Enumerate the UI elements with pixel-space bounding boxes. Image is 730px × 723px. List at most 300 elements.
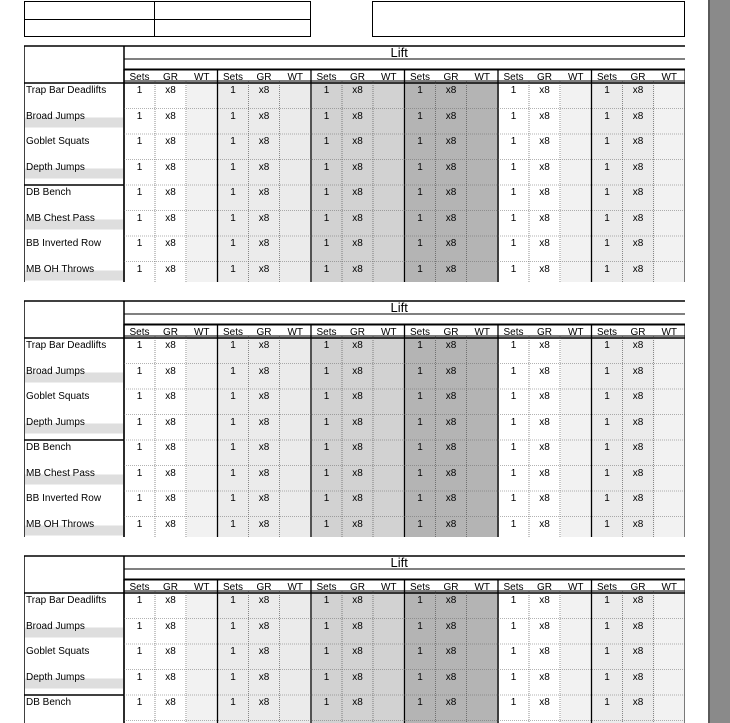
gr-cell[interactable]: x8	[632, 187, 644, 198]
wt-cell[interactable]	[560, 442, 592, 454]
wt-cell[interactable]	[373, 85, 405, 97]
sets-cell[interactable]: 1	[323, 238, 330, 249]
sets-cell[interactable]: 1	[136, 467, 143, 479]
sets-cell[interactable]: 1	[510, 110, 517, 122]
sets-cell[interactable]: 1	[323, 518, 330, 530]
gr-cell[interactable]: x8	[352, 442, 363, 453]
sets-cell[interactable]: 1	[510, 263, 517, 275]
gr-cell[interactable]: x8	[445, 263, 457, 275]
wt-cell[interactable]	[186, 621, 218, 633]
sets-cell[interactable]: 1	[136, 340, 143, 351]
gr-cell[interactable]: x8	[632, 365, 644, 377]
gr-cell[interactable]: x8	[445, 238, 457, 249]
sets-cell[interactable]: 1	[230, 467, 236, 479]
gr-cell[interactable]: x8	[352, 493, 363, 504]
sets-cell[interactable]: 1	[417, 416, 423, 428]
sets-cell[interactable]: 1	[136, 136, 143, 147]
wt-cell[interactable]	[186, 187, 218, 199]
wt-cell[interactable]	[373, 238, 405, 250]
wt-cell[interactable]	[373, 162, 405, 174]
wt-cell[interactable]	[373, 391, 405, 403]
wt-cell[interactable]	[280, 213, 312, 225]
gr-cell[interactable]: x8	[632, 518, 644, 530]
sets-cell[interactable]: 1	[510, 595, 517, 606]
gr-cell[interactable]: x8	[632, 85, 644, 96]
sets-cell[interactable]: 1	[510, 646, 517, 657]
wt-cell[interactable]	[467, 340, 499, 352]
sets-cell[interactable]: 1	[604, 212, 610, 224]
sets-cell[interactable]: 1	[323, 263, 330, 275]
sets-cell[interactable]: 1	[604, 85, 610, 96]
gr-cell[interactable]: x8	[258, 365, 270, 377]
gr-cell[interactable]: x8	[258, 85, 270, 96]
sets-cell[interactable]: 1	[230, 212, 236, 224]
sets-cell[interactable]: 1	[230, 263, 236, 275]
sets-cell[interactable]: 1	[323, 646, 330, 657]
sets-cell[interactable]: 1	[136, 238, 143, 249]
wt-cell[interactable]	[280, 111, 312, 123]
gr-cell[interactable]: x8	[632, 212, 644, 224]
wt-cell[interactable]	[186, 366, 218, 378]
sets-cell[interactable]: 1	[230, 340, 236, 351]
gr-cell[interactable]: x8	[632, 493, 644, 504]
wt-cell[interactable]	[373, 340, 405, 352]
sets-cell[interactable]: 1	[417, 391, 423, 402]
wt-cell[interactable]	[467, 697, 499, 709]
sets-cell[interactable]: 1	[323, 620, 330, 632]
sets-cell[interactable]: 1	[417, 365, 423, 377]
sets-cell[interactable]: 1	[323, 136, 330, 147]
gr-cell[interactable]: x8	[165, 212, 176, 224]
wt-cell[interactable]	[373, 493, 405, 505]
sets-cell[interactable]: 1	[136, 110, 143, 122]
sets-cell[interactable]: 1	[417, 620, 423, 632]
sets-cell[interactable]: 1	[230, 85, 236, 96]
sets-cell[interactable]: 1	[230, 442, 236, 453]
gr-cell[interactable]: x8	[352, 671, 363, 683]
wt-cell[interactable]	[280, 187, 312, 199]
wt-cell[interactable]	[280, 621, 312, 633]
gr-cell[interactable]: x8	[632, 671, 644, 683]
wt-cell[interactable]	[467, 468, 499, 480]
wt-cell[interactable]	[467, 238, 499, 250]
gr-cell[interactable]: x8	[258, 671, 270, 683]
sets-cell[interactable]: 1	[510, 136, 517, 147]
wt-cell[interactable]	[373, 697, 405, 709]
sets-cell[interactable]: 1	[417, 595, 423, 606]
gr-cell[interactable]: x8	[258, 467, 270, 479]
sets-cell[interactable]: 1	[604, 416, 610, 428]
wt-cell[interactable]	[467, 391, 499, 403]
sets-cell[interactable]: 1	[323, 161, 330, 173]
wt-cell[interactable]	[560, 595, 592, 607]
sets-cell[interactable]: 1	[510, 365, 517, 377]
gr-cell[interactable]: x8	[258, 518, 270, 530]
gr-cell[interactable]: x8	[165, 136, 176, 147]
sets-cell[interactable]: 1	[230, 161, 236, 173]
gr-cell[interactable]: x8	[352, 187, 363, 198]
gr-cell[interactable]: x8	[539, 595, 550, 606]
wt-cell[interactable]	[280, 264, 312, 276]
gr-cell[interactable]: x8	[539, 391, 550, 402]
gr-cell[interactable]: x8	[632, 467, 644, 479]
sets-cell[interactable]: 1	[604, 671, 610, 683]
wt-cell[interactable]	[280, 672, 312, 684]
wt-cell[interactable]	[467, 493, 499, 505]
wt-cell[interactable]	[560, 391, 592, 403]
sets-cell[interactable]: 1	[230, 493, 236, 504]
wt-cell[interactable]	[654, 493, 686, 505]
sets-cell[interactable]: 1	[323, 212, 330, 224]
gr-cell[interactable]: x8	[165, 467, 176, 479]
sets-cell[interactable]: 1	[323, 416, 330, 428]
sets-cell[interactable]: 1	[136, 518, 143, 530]
wt-cell[interactable]	[280, 697, 312, 709]
wt-cell[interactable]	[280, 595, 312, 607]
wt-cell[interactable]	[467, 187, 499, 199]
gr-cell[interactable]: x8	[632, 442, 644, 453]
gr-cell[interactable]: x8	[539, 187, 550, 198]
wt-cell[interactable]	[467, 136, 499, 148]
wt-cell[interactable]	[186, 646, 218, 658]
wt-cell[interactable]	[654, 519, 686, 531]
gr-cell[interactable]: x8	[352, 518, 363, 530]
sets-cell[interactable]: 1	[604, 595, 610, 606]
gr-cell[interactable]: x8	[352, 212, 363, 224]
wt-cell[interactable]	[654, 646, 686, 658]
gr-cell[interactable]: x8	[539, 620, 550, 632]
wt-cell[interactable]	[186, 162, 218, 174]
gr-cell[interactable]: x8	[445, 620, 457, 632]
wt-cell[interactable]	[467, 621, 499, 633]
gr-cell[interactable]: x8	[165, 646, 176, 657]
wt-cell[interactable]	[280, 136, 312, 148]
gr-cell[interactable]: x8	[445, 340, 457, 351]
sets-cell[interactable]: 1	[417, 518, 423, 530]
gr-cell[interactable]: x8	[165, 365, 176, 377]
gr-cell[interactable]: x8	[352, 110, 363, 122]
sets-cell[interactable]: 1	[510, 442, 517, 453]
wt-cell[interactable]	[467, 672, 499, 684]
sets-cell[interactable]: 1	[604, 467, 610, 479]
wt-cell[interactable]	[373, 468, 405, 480]
gr-cell[interactable]: x8	[258, 391, 270, 402]
wt-cell[interactable]	[186, 468, 218, 480]
sets-cell[interactable]: 1	[510, 161, 517, 173]
sets-cell[interactable]: 1	[136, 85, 143, 96]
wt-cell[interactable]	[280, 493, 312, 505]
sets-cell[interactable]: 1	[510, 187, 517, 198]
wt-cell[interactable]	[654, 442, 686, 454]
sets-cell[interactable]: 1	[230, 136, 236, 147]
sets-cell[interactable]: 1	[136, 365, 143, 377]
sets-cell[interactable]: 1	[417, 263, 423, 275]
gr-cell[interactable]: x8	[539, 263, 550, 275]
wt-cell[interactable]	[280, 468, 312, 480]
sets-cell[interactable]: 1	[323, 493, 330, 504]
sets-cell[interactable]: 1	[417, 340, 423, 351]
gr-cell[interactable]: x8	[165, 391, 176, 402]
gr-cell[interactable]: x8	[445, 595, 457, 606]
sets-cell[interactable]: 1	[230, 620, 236, 632]
sets-cell[interactable]: 1	[323, 187, 330, 198]
wt-cell[interactable]	[373, 621, 405, 633]
sets-cell[interactable]: 1	[417, 85, 423, 96]
wt-cell[interactable]	[654, 621, 686, 633]
wt-cell[interactable]	[186, 595, 218, 607]
sets-cell[interactable]: 1	[136, 493, 143, 504]
wt-cell[interactable]	[560, 187, 592, 199]
sets-cell[interactable]: 1	[323, 110, 330, 122]
sets-cell[interactable]: 1	[510, 671, 517, 683]
gr-cell[interactable]: x8	[165, 340, 176, 351]
wt-cell[interactable]	[280, 519, 312, 531]
gr-cell[interactable]: x8	[352, 365, 363, 377]
sets-cell[interactable]: 1	[510, 391, 517, 402]
gr-cell[interactable]: x8	[165, 416, 176, 428]
gr-cell[interactable]: x8	[165, 85, 176, 96]
gr-cell[interactable]: x8	[539, 340, 550, 351]
sets-cell[interactable]: 1	[604, 238, 610, 249]
sets-cell[interactable]: 1	[136, 391, 143, 402]
gr-cell[interactable]: x8	[632, 391, 644, 402]
gr-cell[interactable]: x8	[539, 671, 550, 683]
gr-cell[interactable]: x8	[632, 697, 644, 708]
sets-cell[interactable]: 1	[417, 187, 423, 198]
wt-cell[interactable]	[373, 595, 405, 607]
sets-cell[interactable]: 1	[604, 442, 610, 453]
sets-cell[interactable]: 1	[417, 161, 423, 173]
wt-cell[interactable]	[560, 519, 592, 531]
gr-cell[interactable]: x8	[258, 187, 270, 198]
wt-cell[interactable]	[560, 340, 592, 352]
wt-cell[interactable]	[560, 366, 592, 378]
header-notes-box[interactable]	[372, 1, 685, 37]
wt-cell[interactable]	[467, 162, 499, 174]
gr-cell[interactable]: x8	[258, 697, 270, 708]
gr-cell[interactable]: x8	[539, 442, 550, 453]
sets-cell[interactable]: 1	[417, 467, 423, 479]
sets-cell[interactable]: 1	[136, 416, 143, 428]
sets-cell[interactable]: 1	[510, 467, 517, 479]
sets-cell[interactable]: 1	[604, 620, 610, 632]
wt-cell[interactable]	[467, 213, 499, 225]
wt-cell[interactable]	[280, 442, 312, 454]
sets-cell[interactable]: 1	[136, 263, 143, 275]
gr-cell[interactable]: x8	[632, 340, 644, 351]
sets-cell[interactable]: 1	[323, 85, 330, 96]
sets-cell[interactable]: 1	[510, 238, 517, 249]
gr-cell[interactable]: x8	[258, 595, 270, 606]
wt-cell[interactable]	[654, 391, 686, 403]
gr-cell[interactable]: x8	[445, 136, 457, 147]
gr-cell[interactable]: x8	[539, 136, 550, 147]
gr-cell[interactable]: x8	[445, 161, 457, 173]
gr-cell[interactable]: x8	[258, 340, 270, 351]
wt-cell[interactable]	[654, 264, 686, 276]
gr-cell[interactable]: x8	[352, 85, 363, 96]
gr-cell[interactable]: x8	[165, 493, 176, 504]
gr-cell[interactable]: x8	[258, 136, 270, 147]
gr-cell[interactable]: x8	[539, 238, 550, 249]
wt-cell[interactable]	[467, 646, 499, 658]
gr-cell[interactable]: x8	[352, 697, 363, 708]
sets-cell[interactable]: 1	[510, 340, 517, 351]
wt-cell[interactable]	[467, 417, 499, 429]
gr-cell[interactable]: x8	[632, 416, 644, 428]
wt-cell[interactable]	[654, 468, 686, 480]
gr-cell[interactable]: x8	[632, 646, 644, 657]
sets-cell[interactable]: 1	[417, 238, 423, 249]
wt-cell[interactable]	[280, 391, 312, 403]
sets-cell[interactable]: 1	[230, 671, 236, 683]
wt-cell[interactable]	[467, 595, 499, 607]
wt-cell[interactable]	[186, 340, 218, 352]
wt-cell[interactable]	[654, 340, 686, 352]
wt-cell[interactable]	[560, 672, 592, 684]
sets-cell[interactable]: 1	[323, 365, 330, 377]
gr-cell[interactable]: x8	[258, 646, 270, 657]
sets-cell[interactable]: 1	[604, 391, 610, 402]
wt-cell[interactable]	[654, 417, 686, 429]
wt-cell[interactable]	[186, 238, 218, 250]
sets-cell[interactable]: 1	[510, 697, 517, 708]
sets-cell[interactable]: 1	[510, 518, 517, 530]
sets-cell[interactable]: 1	[136, 646, 143, 657]
wt-cell[interactable]	[467, 85, 499, 97]
wt-cell[interactable]	[186, 85, 218, 97]
wt-cell[interactable]	[654, 366, 686, 378]
wt-cell[interactable]	[654, 136, 686, 148]
wt-cell[interactable]	[186, 493, 218, 505]
gr-cell[interactable]: x8	[539, 212, 550, 224]
sets-cell[interactable]: 1	[417, 671, 423, 683]
wt-cell[interactable]	[186, 391, 218, 403]
gr-cell[interactable]: x8	[632, 136, 644, 147]
sets-cell[interactable]: 1	[510, 212, 517, 224]
gr-cell[interactable]: x8	[632, 595, 644, 606]
wt-cell[interactable]	[186, 519, 218, 531]
gr-cell[interactable]: x8	[352, 161, 363, 173]
wt-cell[interactable]	[654, 595, 686, 607]
gr-cell[interactable]: x8	[539, 85, 550, 96]
wt-cell[interactable]	[560, 621, 592, 633]
wt-cell[interactable]	[560, 417, 592, 429]
wt-cell[interactable]	[373, 213, 405, 225]
gr-cell[interactable]: x8	[258, 493, 270, 504]
sets-cell[interactable]: 1	[510, 85, 517, 96]
sets-cell[interactable]: 1	[604, 646, 610, 657]
gr-cell[interactable]: x8	[539, 161, 550, 173]
wt-cell[interactable]	[467, 366, 499, 378]
wt-cell[interactable]	[373, 646, 405, 658]
gr-cell[interactable]: x8	[258, 442, 270, 453]
gr-cell[interactable]: x8	[632, 263, 644, 275]
sets-cell[interactable]: 1	[604, 365, 610, 377]
wt-cell[interactable]	[654, 85, 686, 97]
gr-cell[interactable]: x8	[352, 263, 363, 275]
sets-cell[interactable]: 1	[136, 671, 143, 683]
gr-cell[interactable]: x8	[258, 416, 270, 428]
gr-cell[interactable]: x8	[632, 238, 644, 249]
gr-cell[interactable]: x8	[445, 187, 457, 198]
gr-cell[interactable]: x8	[165, 187, 176, 198]
sets-cell[interactable]: 1	[230, 365, 236, 377]
wt-cell[interactable]	[186, 417, 218, 429]
gr-cell[interactable]: x8	[258, 110, 270, 122]
gr-cell[interactable]: x8	[258, 263, 270, 275]
sets-cell[interactable]: 1	[417, 212, 423, 224]
sets-cell[interactable]: 1	[510, 416, 517, 428]
gr-cell[interactable]: x8	[352, 340, 363, 351]
wt-cell[interactable]	[186, 672, 218, 684]
wt-cell[interactable]	[186, 264, 218, 276]
gr-cell[interactable]: x8	[165, 595, 176, 606]
sets-cell[interactable]: 1	[230, 697, 236, 708]
sets-cell[interactable]: 1	[417, 493, 423, 504]
gr-cell[interactable]: x8	[165, 442, 176, 453]
wt-cell[interactable]	[373, 519, 405, 531]
gr-cell[interactable]: x8	[258, 620, 270, 632]
wt-cell[interactable]	[467, 519, 499, 531]
gr-cell[interactable]: x8	[539, 646, 550, 657]
wt-cell[interactable]	[654, 111, 686, 123]
wt-cell[interactable]	[373, 136, 405, 148]
wt-cell[interactable]	[280, 340, 312, 352]
gr-cell[interactable]: x8	[539, 110, 550, 122]
gr-cell[interactable]: x8	[632, 161, 644, 173]
gr-cell[interactable]: x8	[165, 161, 176, 173]
gr-cell[interactable]: x8	[445, 493, 457, 504]
wt-cell[interactable]	[373, 442, 405, 454]
sets-cell[interactable]: 1	[230, 595, 236, 606]
gr-cell[interactable]: x8	[445, 391, 457, 402]
wt-cell[interactable]	[654, 213, 686, 225]
wt-cell[interactable]	[186, 697, 218, 709]
sets-cell[interactable]: 1	[417, 110, 423, 122]
gr-cell[interactable]: x8	[539, 518, 550, 530]
gr-cell[interactable]: x8	[352, 238, 363, 249]
sets-cell[interactable]: 1	[230, 110, 236, 122]
gr-cell[interactable]: x8	[445, 671, 457, 683]
sets-cell[interactable]: 1	[604, 187, 610, 198]
sets-cell[interactable]: 1	[323, 467, 330, 479]
sets-cell[interactable]: 1	[230, 187, 236, 198]
sets-cell[interactable]: 1	[230, 238, 236, 249]
wt-cell[interactable]	[654, 187, 686, 199]
wt-cell[interactable]	[186, 213, 218, 225]
sets-cell[interactable]: 1	[604, 263, 610, 275]
wt-cell[interactable]	[186, 442, 218, 454]
gr-cell[interactable]: x8	[352, 467, 363, 479]
wt-cell[interactable]	[280, 417, 312, 429]
gr-cell[interactable]: x8	[165, 671, 176, 683]
gr-cell[interactable]: x8	[445, 110, 457, 122]
wt-cell[interactable]	[467, 442, 499, 454]
sets-cell[interactable]: 1	[417, 442, 423, 453]
sets-cell[interactable]: 1	[323, 340, 330, 351]
wt-cell[interactable]	[280, 85, 312, 97]
wt-cell[interactable]	[280, 162, 312, 174]
gr-cell[interactable]: x8	[258, 238, 270, 249]
sets-cell[interactable]: 1	[323, 697, 330, 708]
gr-cell[interactable]: x8	[258, 212, 270, 224]
wt-cell[interactable]	[654, 162, 686, 174]
wt-cell[interactable]	[186, 111, 218, 123]
sets-cell[interactable]: 1	[136, 595, 143, 606]
wt-cell[interactable]	[560, 111, 592, 123]
wt-cell[interactable]	[373, 264, 405, 276]
